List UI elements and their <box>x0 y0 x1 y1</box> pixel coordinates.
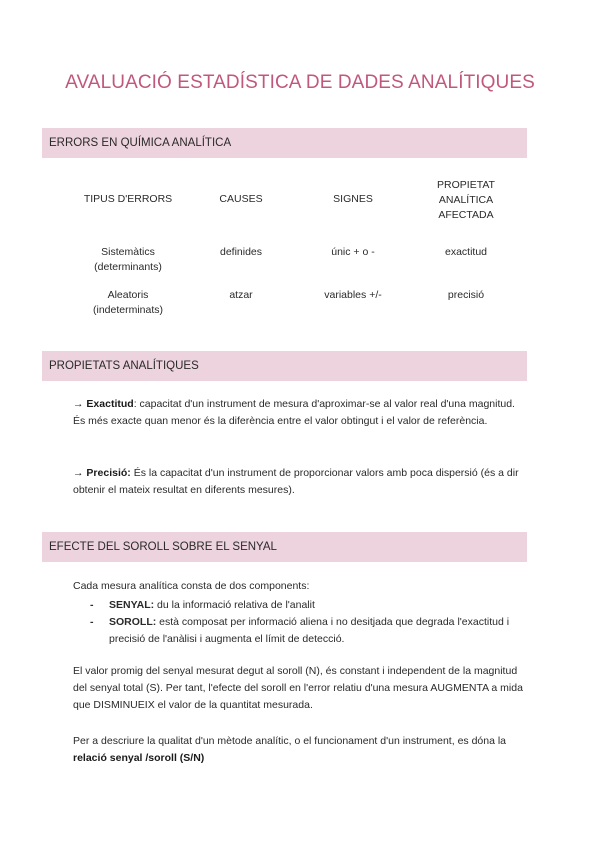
table-header-causes: CAUSES <box>219 193 263 205</box>
arrow-icon: → <box>73 467 84 479</box>
table-cell: variables +/- <box>324 289 382 301</box>
definition-senyal: du la informació relativa de l'analit <box>154 599 315 611</box>
paragraph-qualitat <box>73 733 528 767</box>
paragraph-exactitud <box>73 396 528 430</box>
list-item <box>90 597 530 614</box>
qualitat-text: Per a descriure la qualitat d'un mètode analític, o el funcionament d'un instrument, es dóna la <box>73 735 507 747</box>
section-heading-propietats: PROPIETATS ANALÍTIQUES <box>42 351 527 381</box>
table-header-propietat: PROPIETAT ANALÍTICA AFECTADA <box>437 179 495 221</box>
definition-precisio: És la capacitat d'un instrument de proporcionar valors amb poca dispersió (és a dir obtenir el mateix resultat en diferents mesures). <box>73 467 519 496</box>
list-item <box>90 614 530 648</box>
table-header-tipus: TIPUS D'ERRORS <box>83 193 173 205</box>
definition-exactitud: : capacitat d'un instrument de mesura d'aproximar-se al valor real d'una magnitud. És més exacte quan menor és la diferència entre el valor obtingut i el valor de referència. <box>73 398 515 427</box>
paragraph-precisio <box>73 465 528 499</box>
table-cell: únic + o - <box>331 246 375 258</box>
dash-bullet: - <box>90 616 94 628</box>
section-heading-errors: ERRORS EN QUÍMICA ANALÍTICA <box>42 128 527 158</box>
paragraph-promig: El valor promig del senyal mesurat degut al soroll (N), és constant i independent de la magnitud del senyal total (S). Per tant, l'efecte del soroll en l'error relatiu d'una mesura AUGMENTA a mida que DISMINUEIX el valor de la quantitat mesurada. <box>73 665 523 711</box>
table-cell: precisió <box>447 289 485 301</box>
table-cell: exactitud <box>444 246 488 258</box>
table-cell: definides <box>219 246 263 258</box>
definition-soroll: està composat per informació aliena i no desitjada que degrada l'exactitud i precisió de l'anàlisi i augmenta el límit de detecció. <box>109 616 510 645</box>
term-relacio-senyal-soroll: relació senyal /soroll (S/N) <box>73 752 205 764</box>
page-title: AVALUACIÓ ESTADÍSTICA DE DADES ANALÍTIQUES <box>65 72 535 93</box>
term-senyal: SENYAL: <box>109 599 155 611</box>
term-precisio: Precisió: <box>86 467 131 479</box>
dash-bullet: - <box>90 599 94 611</box>
paragraph-intro: Cada mesura analítica consta de dos components: <box>73 580 310 592</box>
table-header-signes: SIGNES <box>333 193 373 205</box>
section-heading-soroll: EFECTE DEL SOROLL SOBRE EL SENYAL <box>42 532 527 562</box>
term-soroll: SOROLL: <box>109 616 157 628</box>
table-cell: Aleatoris (indeterminats) <box>92 289 164 316</box>
components-list <box>90 597 530 648</box>
term-exactitud: Exactitud <box>86 398 134 410</box>
table-cell: Sistemàtics (determinants) <box>94 246 162 273</box>
arrow-icon: → <box>73 398 84 410</box>
table-cell: atzar <box>229 289 253 301</box>
